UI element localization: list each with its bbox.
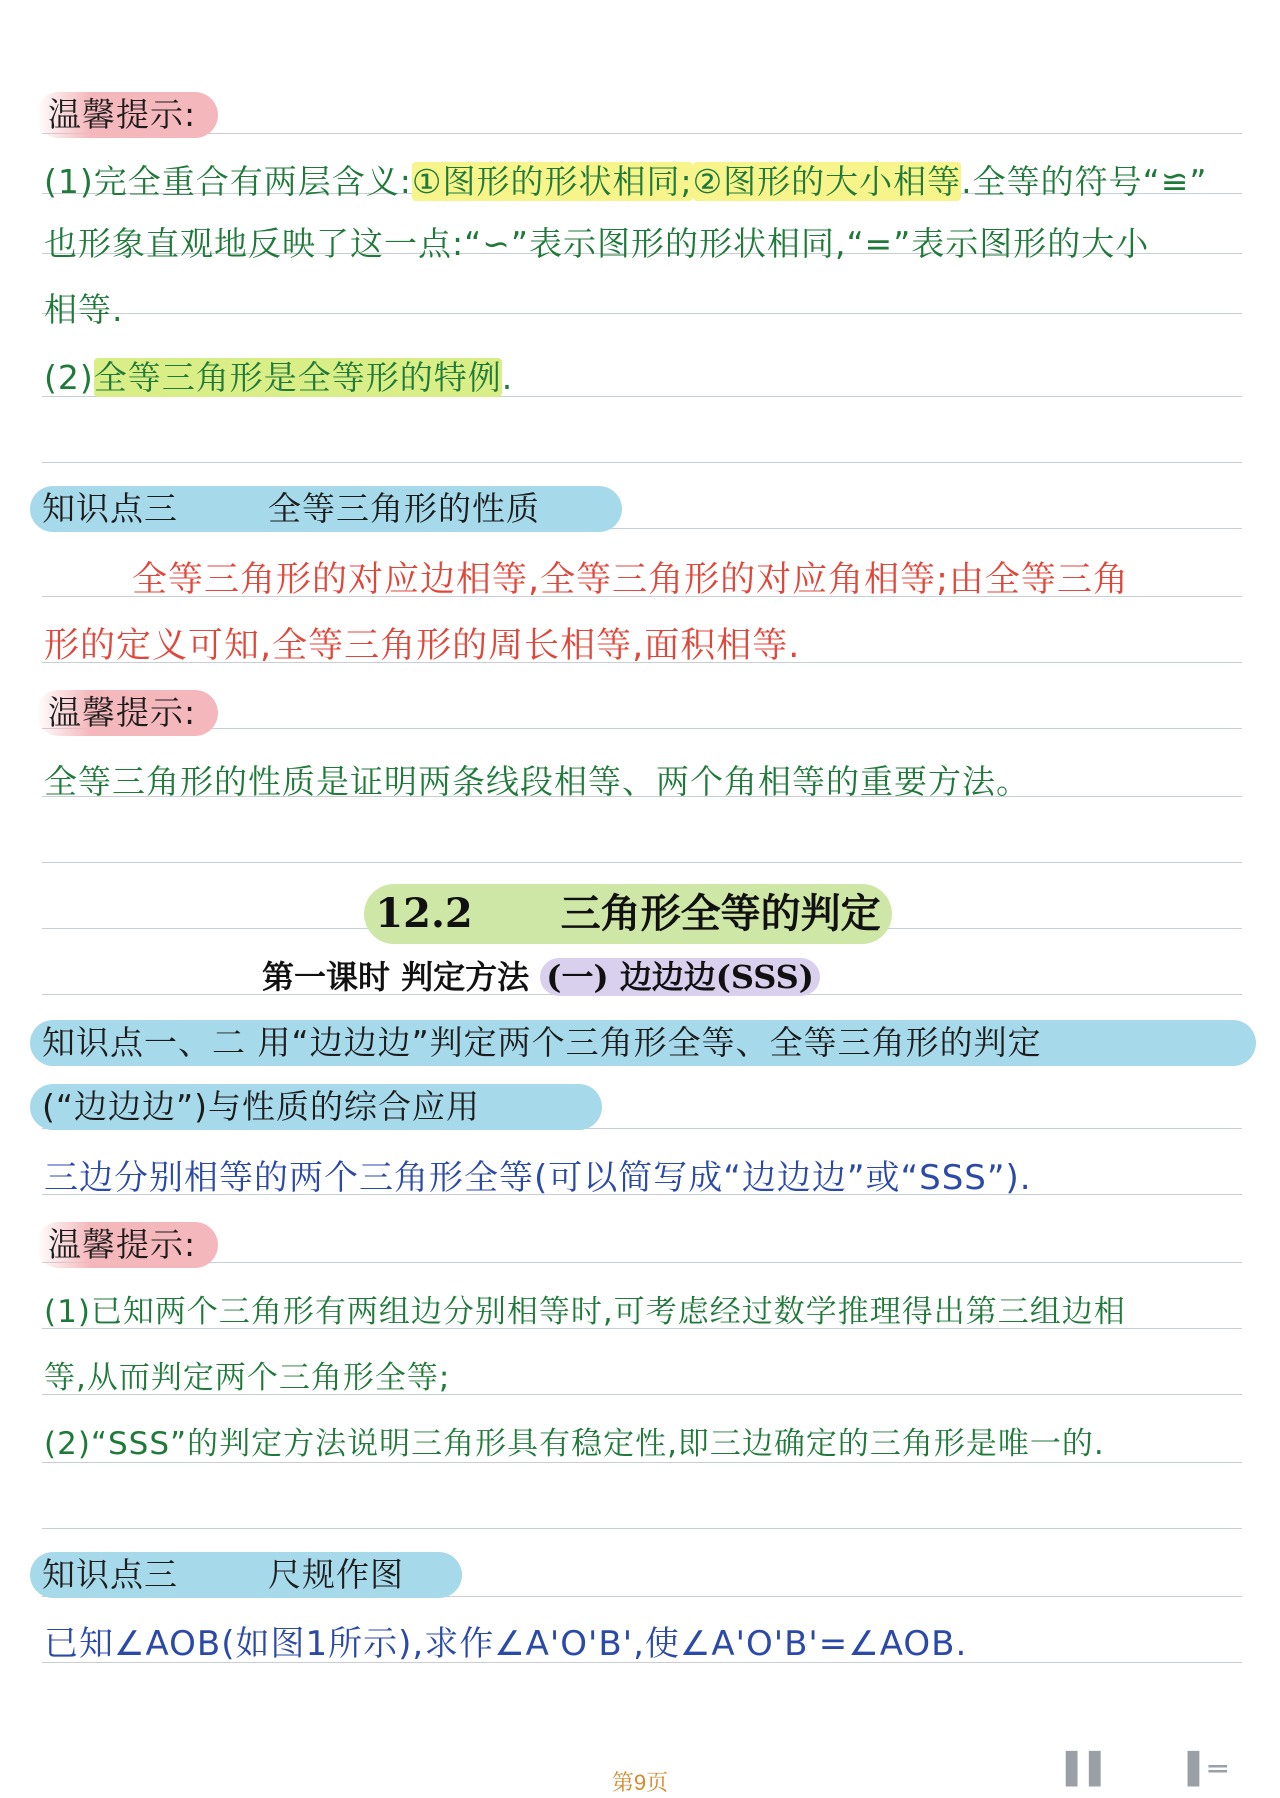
tip-line-3: (2)“SSS”的判定方法说明三角形具有稳定性,即三边确定的三角形是唯一的. (44, 1426, 1105, 1462)
knowledge-point-tag: 知识点一、二 用“边边边”判定两个三角形全等、全等三角形的判定 (30, 1020, 1256, 1066)
ruled-line (42, 462, 1242, 463)
tag-label: 知识点三 (42, 1555, 178, 1594)
section-title-text: 三角形全等的判定 (560, 890, 881, 937)
highlight-green: 全等三角形是全等形的特例 (93, 358, 502, 397)
note-text: (2) (44, 358, 94, 397)
tip-label-tag (36, 1222, 218, 1268)
note-line-4 (44, 356, 1244, 400)
section-title (364, 884, 892, 944)
note-text: . (501, 358, 514, 397)
ruled-line (42, 133, 1242, 134)
property-line-1: 全等三角形的对应边相等,全等三角形的对应角相等;由全等三角 (132, 560, 1129, 600)
note-text: (1)完全重合有两层含义: (44, 162, 412, 201)
lesson-subtitle (262, 952, 962, 1002)
tag-title: 全等三角形的性质 (268, 489, 540, 528)
highlight-yellow: ①图形的形状相同; (411, 162, 693, 201)
ruled-line (42, 1262, 1242, 1263)
page-number: 第9页 (611, 1770, 669, 1795)
scan-mark-icon: ▐ ═ (1176, 1752, 1227, 1787)
knowledge-point-tag: (“边边边”)与性质的综合应用 (30, 1084, 602, 1130)
subtitle-pill: (一) 边边边(SSS) (540, 958, 820, 996)
ruled-line (42, 862, 1242, 863)
tip-label: 温馨提示: (48, 95, 197, 134)
tag-title: 尺规作图 (268, 1555, 404, 1594)
tip-line-2: 等,从而判定两个三角形全等; (44, 1360, 451, 1396)
scan-mark-icon: ▌▌ (1066, 1752, 1113, 1787)
ruled-line (42, 1528, 1242, 1529)
sss-statement: 三边分别相等的两个三角形全等(可以简写成“边边边”或“SSS”). (44, 1158, 1032, 1198)
note-line-3: 相等. (44, 290, 124, 329)
tip-label: 温馨提示: (48, 1225, 197, 1264)
section-number: 12.2 (375, 890, 473, 937)
note-text: .全等的符号“≌” (961, 162, 1208, 201)
construction-task: 已知∠AOB(如图1所示),求作∠A'O'B',使∠A'O'B'=∠AOB. (44, 1624, 968, 1664)
highlight-yellow: ②图形的大小相等 (692, 162, 962, 201)
property-line-2: 形的定义可知,全等三角形的周长相等,面积相等. (44, 626, 801, 666)
knowledge-point-tag (30, 1552, 462, 1598)
tip-label-tag (36, 690, 218, 736)
ruled-line (42, 728, 1242, 729)
note-line-2: 也形象直观地反映了这一点:“∽”表示图形的形状相同,“=”表示图形的大小 (44, 224, 1150, 263)
tip-text: 全等三角形的性质是证明两条线段相等、两个角相等的重要方法。 (44, 762, 1030, 801)
tip-line-1: (1)已知两个三角形有两组边分别相等时,可考虑经过数学推理得出第三组边相 (44, 1294, 1126, 1330)
tag-label: 知识点三 (42, 489, 178, 528)
tip-label-tag (36, 92, 218, 138)
subtitle-text: 第一课时 判定方法 (262, 958, 530, 996)
knowledge-point-tag (30, 486, 622, 532)
note-line-1 (44, 160, 1244, 204)
tip-label: 温馨提示: (48, 693, 197, 732)
